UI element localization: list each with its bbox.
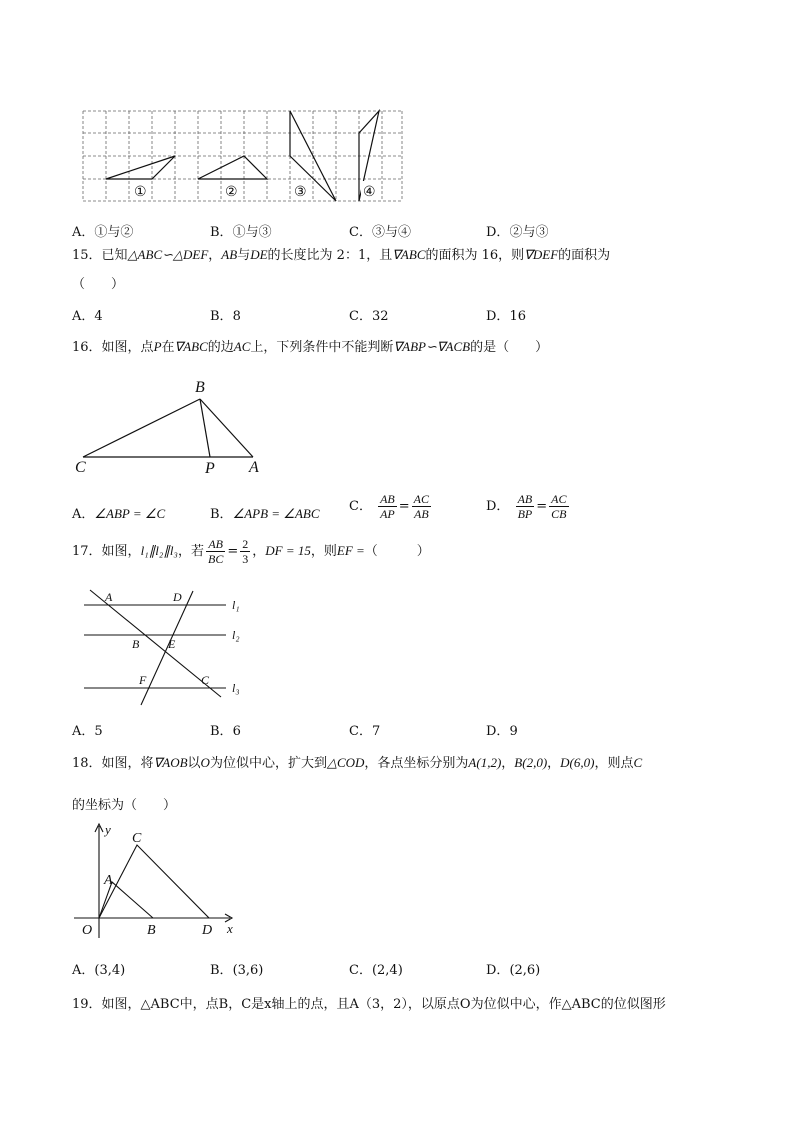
q16-option-b[interactable]: B．∠APB = ∠ABC bbox=[210, 506, 320, 522]
point-label-d: D bbox=[202, 923, 213, 938]
q15-stem: 15．已知△ABC∽△DEF，AB与DE的长度比为 2：1，且∇ABC的面积为 16，则∇DEF的面积为 bbox=[72, 247, 611, 263]
point-label-a: A bbox=[104, 873, 113, 888]
point-label-e: E bbox=[168, 637, 176, 651]
fraction: $\frac{AB}{BC}$ bbox=[207, 537, 224, 566]
figure-label-3: ③ bbox=[294, 185, 307, 200]
line-label-l1: l₁ bbox=[232, 598, 240, 612]
q17-option-d[interactable]: D．9 bbox=[486, 724, 518, 739]
fraction: $\frac{AB}{AP}$ bbox=[380, 492, 395, 521]
q15-answer-paren: （ ） bbox=[72, 277, 125, 292]
q14-option-b[interactable]: B．①与③ bbox=[210, 225, 272, 240]
q19-stem: 19．如图，△ABC中，点B，C是x轴上的点，且A（3，2），以原点O为位似中心，作△ABC的位似图形 bbox=[72, 997, 666, 1012]
axis-label-x: x bbox=[227, 921, 233, 936]
q18-stem-line2: 的坐标为（ ） bbox=[72, 798, 177, 813]
q15-option-c[interactable]: C．32 bbox=[349, 309, 389, 324]
figure-label-4: ④ bbox=[363, 185, 376, 200]
vertex-label-c: C bbox=[75, 459, 86, 476]
q18-stem: 18．如图，将∇AOB以O为位似中心，扩大到△COD，各点坐标分别为A(1,2)，B(2,0)，D(6,0)，则点C bbox=[72, 755, 643, 771]
point-label-b: B bbox=[147, 923, 156, 938]
q18-coordinate-figure bbox=[70, 818, 245, 943]
line-label-l3: l₃ bbox=[232, 681, 240, 695]
triangle-1 bbox=[106, 156, 175, 179]
point-label-d: D bbox=[173, 590, 182, 604]
q15-option-a[interactable]: A．4 bbox=[72, 309, 103, 324]
q14-option-a[interactable]: A．①与② bbox=[72, 225, 134, 240]
vertex-label-a: A bbox=[249, 459, 259, 476]
fraction: $\frac{AC}{AB}$ bbox=[413, 492, 430, 521]
triangle-2 bbox=[198, 156, 267, 179]
point-label-f: F bbox=[139, 673, 147, 687]
q16-option-d[interactable]: D． $\frac{AB}{BP}$ = $\frac{AC}{CB}$ bbox=[486, 492, 567, 521]
q18-option-c[interactable]: C．(2,4) bbox=[349, 963, 403, 978]
point-label-o: O bbox=[82, 923, 93, 938]
q17-option-b[interactable]: B．6 bbox=[210, 724, 241, 739]
q16-option-c[interactable]: C． $\frac{AB}{AP}$ = $\frac{AC}{AB}$ bbox=[349, 492, 430, 521]
q14-grid-figure bbox=[80, 108, 410, 204]
q14-option-c[interactable]: C．③与④ bbox=[349, 225, 411, 240]
q18-option-a[interactable]: A．(3,4) bbox=[72, 963, 126, 978]
q18-option-d[interactable]: D．(2,6) bbox=[486, 963, 541, 978]
q17-option-a[interactable]: A．5 bbox=[72, 724, 103, 739]
vertex-label-p: P bbox=[205, 460, 215, 477]
q16-triangle-figure bbox=[70, 372, 270, 478]
vertex-label-b: B bbox=[195, 379, 205, 396]
q17-option-c[interactable]: C．7 bbox=[349, 724, 381, 739]
fraction: $\frac{AB}{BP}$ bbox=[517, 492, 533, 521]
q15-option-d[interactable]: D．16 bbox=[486, 309, 526, 324]
fraction: $\frac{2}{3}$ bbox=[242, 537, 249, 566]
q18-option-b[interactable]: B．(3,6) bbox=[210, 963, 264, 978]
point-label-a: A bbox=[105, 590, 113, 604]
q17-stem: 17．如图，l₁∥l₂∥l₃，若 $\frac{AB}{BC}$ = $\frac{2}{3}$ ，DF = 15，则EF =（ ） bbox=[72, 537, 430, 566]
point-label-c: C bbox=[201, 673, 210, 687]
fraction: $\frac{AC}{CB}$ bbox=[551, 492, 567, 521]
axis-label-y: y bbox=[105, 822, 111, 837]
point-label-b: B bbox=[132, 637, 140, 651]
figure-label-1: ① bbox=[134, 185, 147, 200]
q16-option-a[interactable]: A．∠ABP = ∠C bbox=[72, 506, 166, 522]
q15-option-b[interactable]: B．8 bbox=[210, 309, 241, 324]
q16-stem: 16．如图，点P在∇ABC的边AC上，下列条件中不能判断∇ABP∽∇ACB的是（ ） bbox=[72, 339, 549, 355]
q17-parallel-lines-figure bbox=[80, 585, 280, 710]
point-label-c: C bbox=[132, 831, 142, 846]
q14-option-d[interactable]: D．②与③ bbox=[486, 225, 549, 240]
line-label-l2: l₂ bbox=[232, 628, 240, 642]
figure-label-2: ② bbox=[225, 185, 238, 200]
